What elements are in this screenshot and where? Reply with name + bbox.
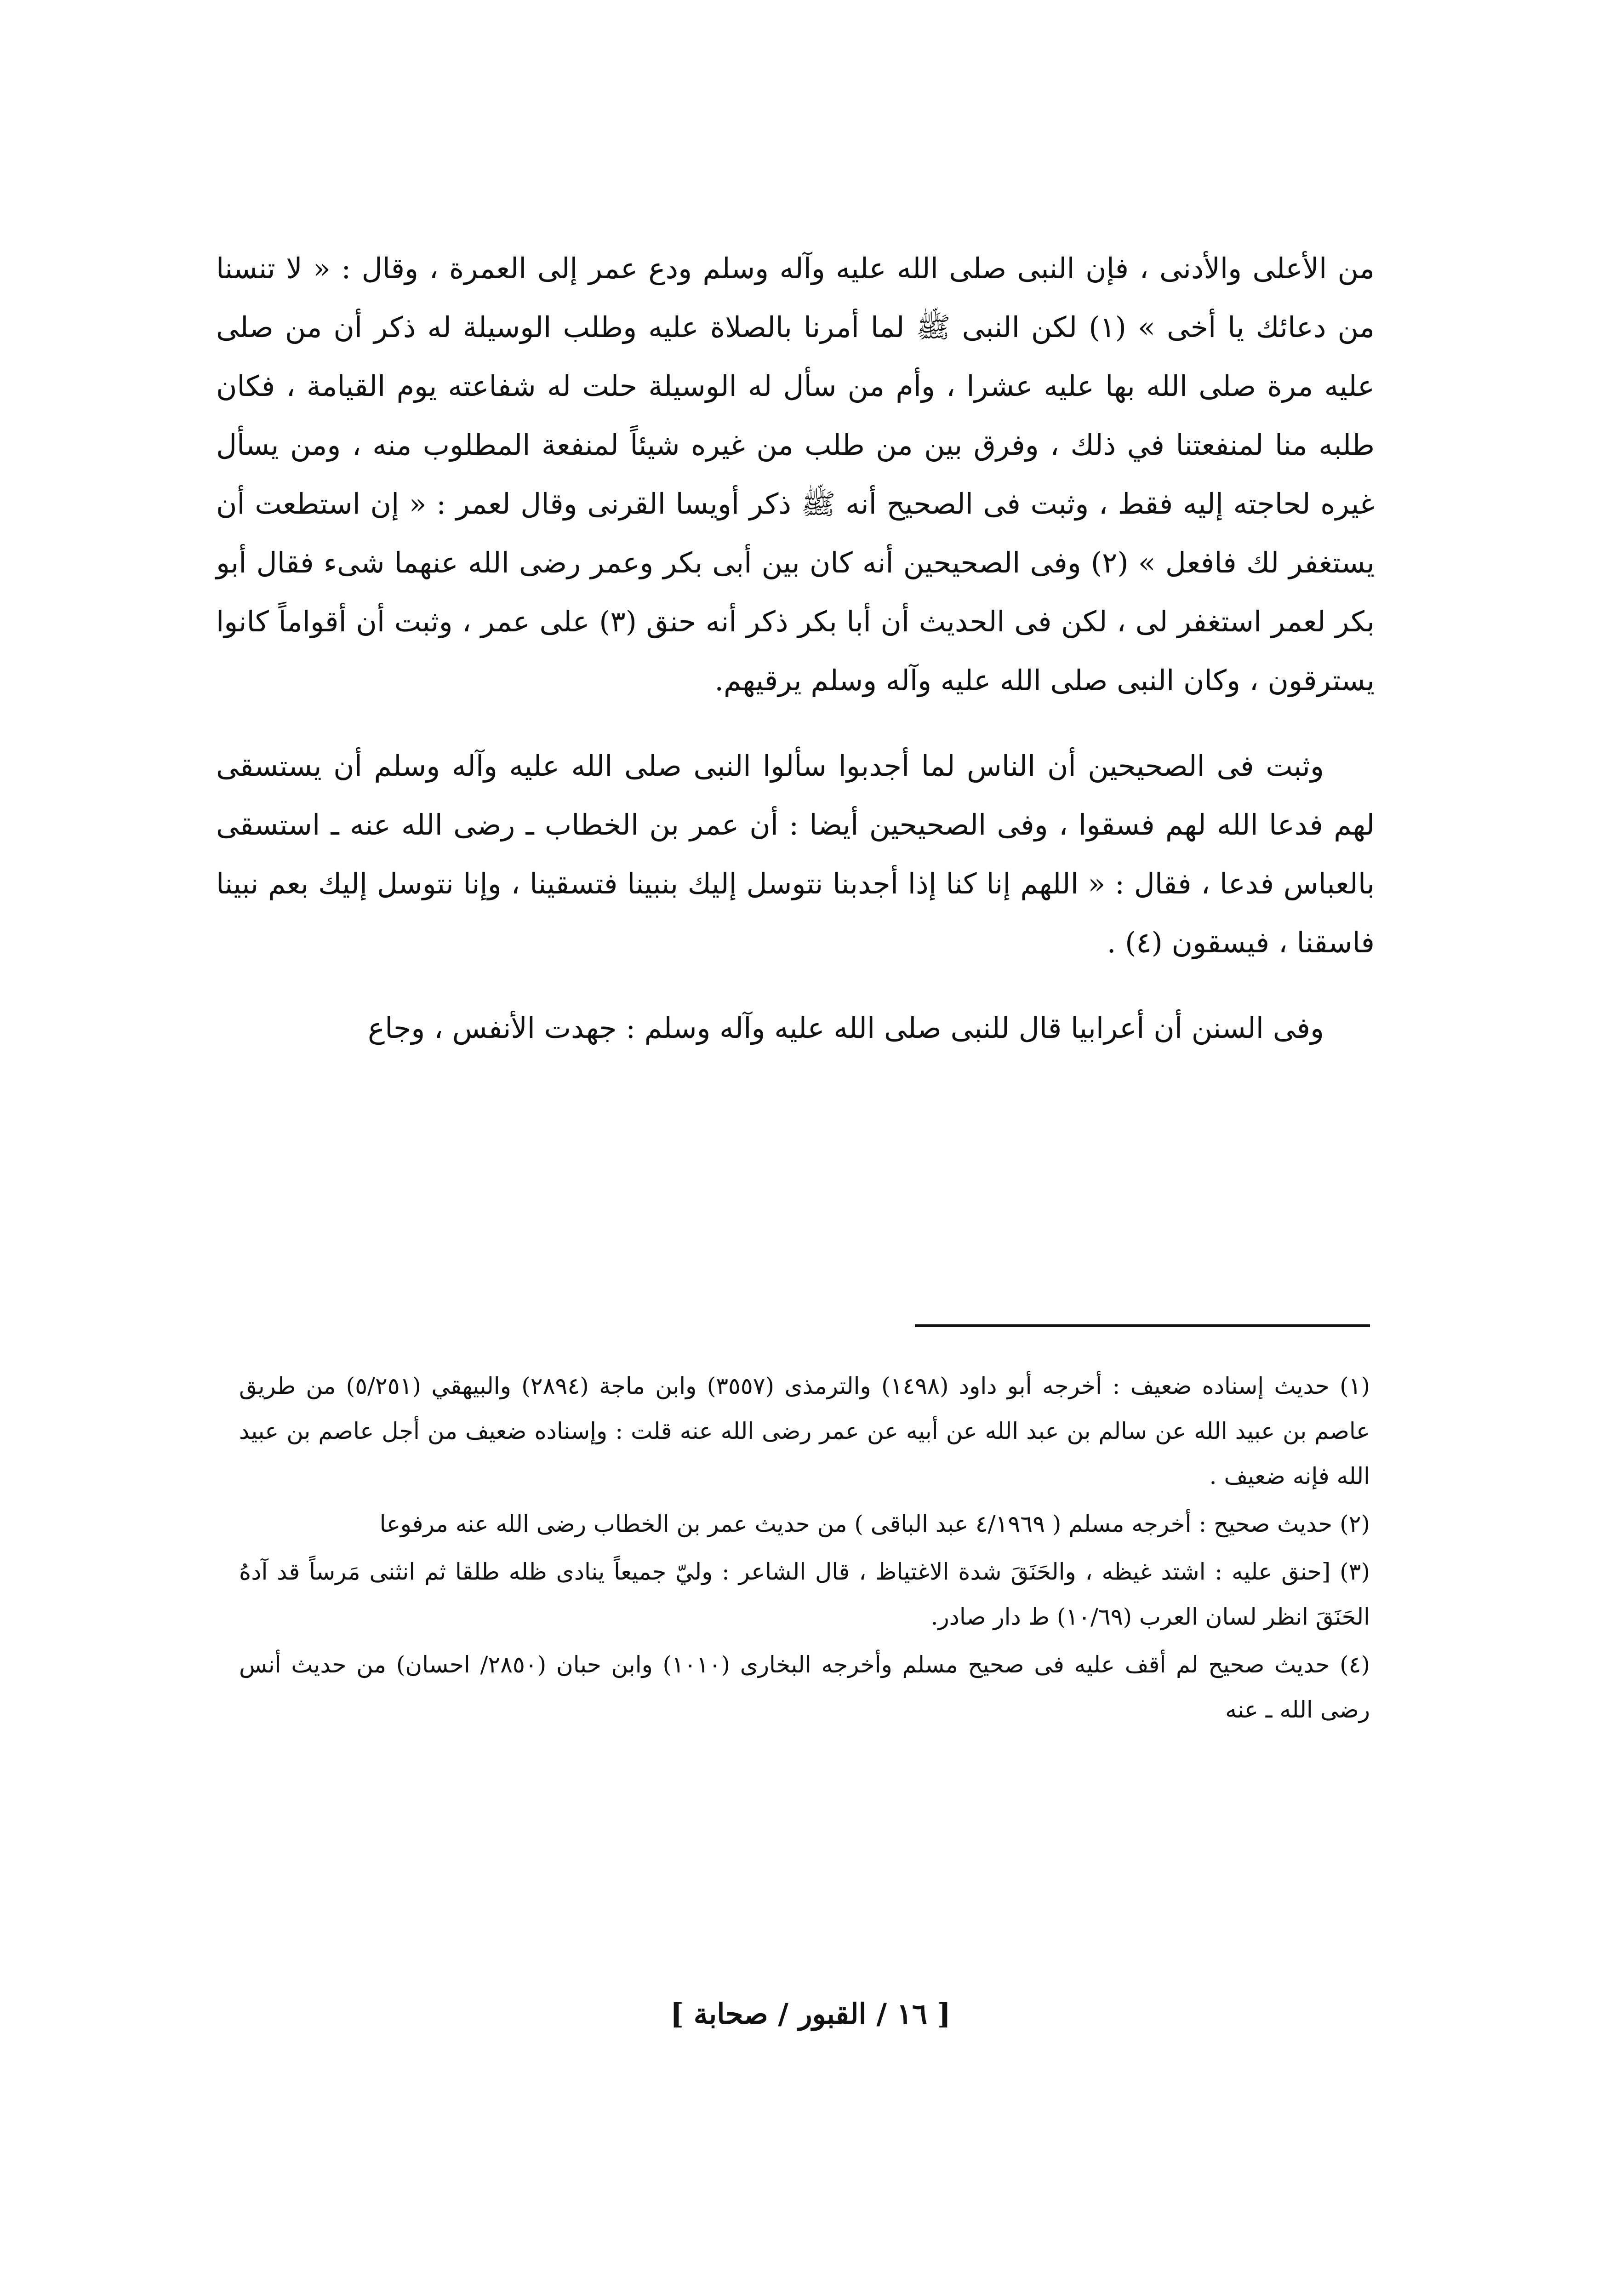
footnote-3: (٣) [حنق عليه : اشتد غيظه ، والحَنَقَ شدة الاغتياظ ، قال الشاعر : وليّ جميعاً ينادى ظله طلقا ثم انثنى مَرساً قد آدهُ الحَنَقَ انظر لسان العرب (١٠/٦٩) ط دار صادر. [239, 1558, 1370, 1630]
footnote-separator [915, 1324, 1370, 1327]
body-paragraph-3: وفى السنن أن أعرابيا قال للنبى صلى الله عليه وآله وسلم : جهدت الأنفس ، وجاع [368, 1011, 1324, 1045]
footnote-2: (٢) حديث صحيح : أخرجه مسلم ( ٤/١٩٦٩ عبد الباقى ) من حديث عمر بن الخطاب رضى الله عنه مرفوعا [379, 1511, 1370, 1537]
footnote-1: (١) حديث إسناده ضعيف : أخرجه أبو داود (١٤٩٨) والترمذى (٣٥٥٧) وابن ماجة (٢٨٩٤) والبيهقي (٥/٢٥١) من طريق عاصم بن عبيد الله عن سالم بن عبد الله عن أبيه عن عمر رضى الله عنه قلت : وإسناده ضعيف من أجل عاصم بن عبيد الله فإنه ضعيف . [239, 1373, 1370, 1489]
body-paragraph-2: وثبت فى الصحيحين أن الناس لما أجدبوا سألوا النبى صلى الله عليه وآله وسلم أن يستسقى لهم فدعا الله لهم فسقوا ، وفى الصحيحين أيضا : أن عمر بن الخطاب ـ رضى الله عنه ـ استسقى بالعباس فدعا ، فقال : « اللهم إنا كنا إذا أجدبنا نتوسل إليك بنبينا فتسقينا ، وإنا نتوسل إليك بعم نبينا فاسقنا ، فيسقون (٤) . [216, 749, 1375, 959]
page-footer: [ ١٦ / القبور / صحابة ] [670, 1997, 951, 2031]
main-text-body [216, 239, 1375, 1058]
footnotes-section [239, 1363, 1370, 1735]
footnote-4: (٤) حديث صحيح لم أقف عليه فى صحيح مسلم وأخرجه البخارى (١٠١٠) وابن حبان (٢٨٥٠/ احسان) من حديث أنس رضى الله ـ عنه [239, 1651, 1370, 1723]
body-paragraph-1: من الأعلى والأدنى ، فإن النبى صلى الله عليه وآله وسلم ودع عمر إلى العمرة ، وقال : « لا تنسنا من دعائك يا أخى » (١) لكن النبى ﷺ لما أمرنا بالصلاة عليه وطلب الوسيلة له ذكر أن من صلى عليه مرة صلى الله بها عليه عشرا ، وأم من سأل له الوسيلة حلت له شفاعته يوم القيامة ، فكان طلبه منا لمنفعتنا في ذلك ، وفرق بين من طلب من غيره شيئاً لمنفعة المطلوب منه ، ومن يسأل غيره لحاجته إليه فقط ، وثبت فى الصحيح أنه ﷺ ذكر أويسا القرنى وقال لعمر : « إن استطعت أن يستغفر لك فافعل » (٢) وفى الصحيحين أنه كان بين أبى بكر وعمر رضى الله عنهما شىء فقال أبو بكر لعمر استغفر لى ، لكن فى الحديث أن أبا بكر ذكر أنه حنق (٣) على عمر ، وثبت أن أقواماً كانوا يسترقون ، وكان النبى صلى الله عليه وآله وسلم يرقيهم. [216, 252, 1375, 697]
